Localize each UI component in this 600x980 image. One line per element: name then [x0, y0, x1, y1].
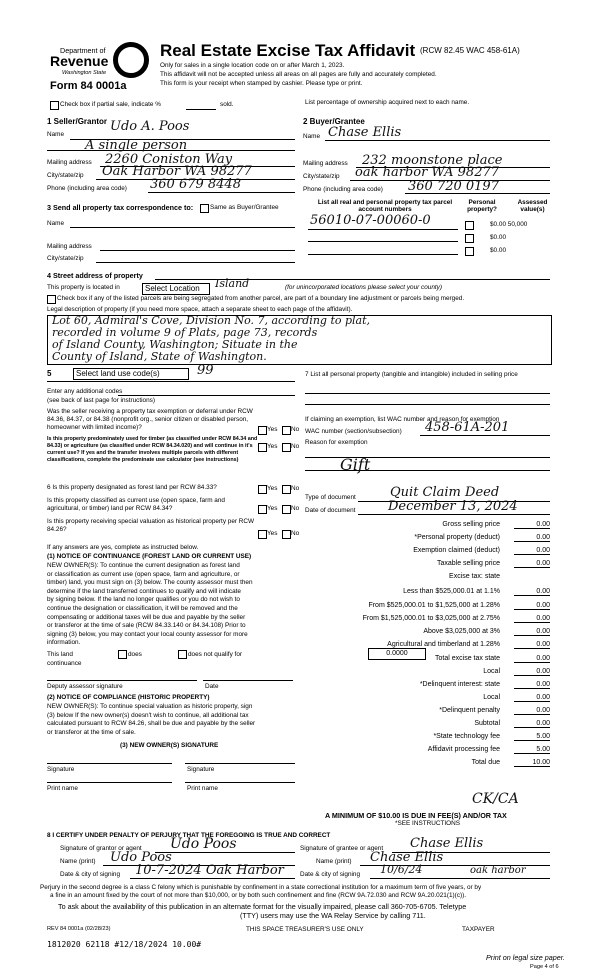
owner-print-name-1: Print name: [47, 785, 78, 792]
grantor-date-label: Date & city of signing: [60, 871, 121, 878]
tax-row-label: From $525,000.01 to $1,525,000 at 1.28%: [368, 602, 500, 609]
tax-row-label: Gross selling price: [442, 521, 500, 528]
current-use-yes-label: Yes: [267, 505, 278, 512]
taxpayer-label: TAXPAYER: [462, 926, 495, 933]
same-as-buyer-label: Same as Buyer/Grantee: [210, 204, 279, 211]
doc-date[interactable]: December 13, 2024: [388, 499, 518, 514]
notice-2: This affidavit will not be accepted unless all areas on all pages are fully and accurately completed.: [160, 71, 437, 78]
partial-sale-label: Check box if partial sale, indicate %: [60, 101, 161, 108]
q2-no-label: No: [291, 443, 300, 450]
seller-name-label: Name: [47, 131, 65, 138]
tax-row-value[interactable]: 0.00: [514, 668, 550, 676]
buyer-city-label: City/state/zip: [303, 173, 340, 180]
doc-date-label: Date of document: [305, 507, 356, 514]
current-use-no-checkbox[interactable]: [282, 505, 291, 514]
reason-label: Reason for exemption: [305, 439, 368, 446]
q2-no-checkbox[interactable]: [282, 443, 291, 452]
tax-row-value[interactable]: 0.00: [514, 547, 550, 555]
tax-row-label: Less than $525,000.01 at 1.1%: [403, 588, 500, 595]
deputy-signature-label: Deputy assessor signature: [47, 683, 123, 690]
certify-heading: 8 I CERTIFY UNDER PENALTY OF PERJURY THAT THE FOREGOING IS TRUE AND CORRECT: [47, 832, 331, 839]
s3-mailing-label: Mailing address: [47, 243, 92, 250]
legal-paper-note: Print on legal size paper.: [486, 953, 565, 962]
doc-type-label: Type of document: [305, 494, 356, 501]
minimum-due-note: A MINIMUM OF $10.00 IS DUE IN FEE(S) AND/OR TAX: [325, 811, 507, 820]
ownership-note: List percentage of ownership acquired next to each name.: [305, 99, 470, 106]
buyer-city[interactable]: oak harbor WA 98277: [355, 165, 500, 180]
q2-yes-label: Yes: [267, 443, 278, 450]
current-use-question: Is this property classified as current use (open space, farm and agricultural, or timber) land per RCW 84.34?: [47, 497, 225, 512]
historic-question: Is this property receiving special valuation as historical property per RCW 84.26?: [47, 518, 255, 533]
section3-heading: 3 Send all property tax correspondence to:: [47, 203, 194, 212]
seller-mailing-label: Mailing address: [47, 159, 92, 166]
tax-row-value[interactable]: 0.00: [514, 720, 550, 728]
grantee-date[interactable]: 10/6/24: [380, 863, 423, 876]
seller-mailing[interactable]: 2260 Coniston Way: [105, 152, 233, 167]
historic-no-checkbox[interactable]: [282, 530, 291, 539]
wac-label: WAC number (section/subsection): [305, 428, 402, 435]
segregated-checkbox[interactable]: [47, 295, 56, 304]
tax-row-value[interactable]: 5.00: [514, 746, 550, 754]
wac-number[interactable]: 458-61A-201: [425, 420, 510, 435]
accessibility-line-1: To ask about the availability of this publication in an alternate format for the visually impaired, please call 360-705-6705. Teletype: [58, 902, 467, 911]
additional-codes-label: Enter any additional codes: [47, 388, 123, 395]
dept-state: Washington State: [62, 70, 107, 76]
forest-yes-checkbox[interactable]: [258, 485, 267, 494]
grantee-date-label: Date & city of signing: [300, 871, 361, 878]
assessed-value-2[interactable]: $0.00: [490, 234, 506, 241]
continuance-label: continuance: [47, 660, 82, 667]
buyer-heading: 2 Buyer/Grantee: [303, 117, 365, 126]
segregated-label: Check box if any of the listed parcels are being segregated from another parcel, are part of a boundary line adjustment or parcels being merged.: [57, 295, 465, 302]
legal-line-1: Lot 60, Admiral's Cove, Division No. 7, according to plat,: [52, 314, 371, 327]
tax-row-value[interactable]: 0.00: [514, 707, 550, 715]
historic-yes-label: Yes: [267, 530, 278, 537]
tax-row-value[interactable]: 0.00: [514, 681, 550, 689]
grantee-print-name[interactable]: Chase Ellis: [370, 850, 444, 865]
location-select[interactable]: Select Location: [142, 283, 210, 295]
does-label: does: [128, 651, 142, 658]
tax-row-value[interactable]: 0.00: [514, 628, 550, 636]
tax-row-label: *Delinquent penalty: [439, 707, 500, 714]
tax-row-label: Subtotal: [474, 720, 500, 727]
tax-row-value[interactable]: 10.00: [514, 759, 550, 767]
grantor-date-city[interactable]: 10-7-2024 Oak Harbor: [135, 863, 284, 878]
dept-label: Department of: [60, 46, 106, 55]
assessed-value-1[interactable]: $0.00 50,000: [490, 221, 528, 228]
buyer-mailing[interactable]: 232 moonstone place: [362, 153, 503, 168]
current-use-yes-checkbox[interactable]: [258, 505, 267, 514]
grantee-city[interactable]: oak harbor: [470, 865, 526, 876]
perjury-line-1: Perjury in the second degree is a class C felony which is punishable by confinement in a state correctional institution for a maximum term of five years, or by: [40, 884, 482, 891]
grantee-signature[interactable]: Chase Ellis: [410, 836, 484, 851]
legal-line-2: recorded in volume 9 of Plats, page 73, records: [52, 326, 318, 339]
notice-3: This form is your receipt when stamped by cashier. Please type or print.: [160, 80, 363, 87]
section7-heading: 7 List all personal property (tangible and intangible) included in selling price: [305, 371, 518, 378]
buyer-name-label: Name: [303, 133, 321, 140]
assessed-col-heading: Assessed value(s): [517, 199, 548, 213]
forest-no-checkbox[interactable]: [282, 485, 291, 494]
page-number: Page 4 of 6: [530, 964, 559, 970]
notice-continuance-text: NEW OWNER(S): To continue the current designation as forest land or classification as current use (open space, farm and agriculture, or timber) land, you must sign on (3) below. The county assessor must then determine if the land transferred continues to qualify and will indicate by signing below. If the land no longer qualifies or you do not wish to continue the designation or classification, it will be removed and the compensating or additional taxes will be due and payable by the seller or transferor at the time of sale (RCW 84.33.140 or 84.34.108) Prior to signing (3) below, you may contact your local county assessor for more information.: [47, 562, 253, 647]
seller-heading: 1 Seller/Grantor: [47, 117, 108, 126]
local-rate-box[interactable]: 0.0000: [368, 648, 426, 660]
land-use-select[interactable]: Select land use code(s): [73, 368, 189, 380]
tax-row-label: Total excise tax state: [435, 655, 500, 662]
same-as-buyer-checkbox[interactable]: [200, 204, 209, 213]
grantee-signature-label: Signature of grantee or agent: [300, 845, 384, 852]
q1-no-checkbox[interactable]: [282, 426, 291, 435]
assessed-value-3[interactable]: $0.00: [490, 247, 506, 254]
legal-line-3: of Island County, Washington; Situate in the: [52, 338, 298, 351]
tax-row-label: *Delinquent interest: state: [419, 681, 500, 688]
personal-col-heading: Personal property?: [467, 199, 497, 213]
personal-checkbox-2[interactable]: [465, 234, 474, 243]
s3-city-label: City/state/zip: [47, 255, 84, 262]
does-not-checkbox[interactable]: [178, 650, 187, 659]
tax-row-label: Taxable selling price: [436, 560, 500, 567]
notice-compliance-text: NEW OWNER(S): To continue special valuation as historic property, sign (3) below If the new owner(s) doesn't wish to continue, all additional tax calculated pursuant to RCW 84.26, shall be due and payable by the seller or transferor at the time of sale.: [47, 703, 256, 736]
historic-no-label: No: [291, 530, 300, 537]
personal-checkbox-3[interactable]: [465, 247, 474, 256]
owner-print-name-2: Print name: [187, 785, 218, 792]
owner-signature-label-1: Signature: [47, 766, 75, 773]
personal-checkbox-1[interactable]: [465, 221, 474, 230]
location-note: (for unincorporated locations please select your county): [285, 284, 443, 291]
location-handwritten: Island: [215, 277, 250, 290]
notice-continuance-heading: (1) NOTICE OF CONTINUANCE (FOREST LAND OR CURRENT USE): [47, 553, 252, 560]
historic-yes-checkbox[interactable]: [258, 530, 267, 539]
tax-row-value[interactable]: 0.00: [514, 588, 550, 596]
rev-number: REV 84 0001a (02/28/23): [47, 926, 111, 932]
tax-row-label: Agricultural and timberland at 1.28%: [387, 641, 500, 648]
located-in-label: This property is located in: [47, 284, 120, 291]
tax-row-value[interactable]: 0.00: [514, 560, 550, 568]
seller-phone-label: Phone (including area code): [47, 185, 127, 192]
legal-label: Legal description of property (if you need more space, attach a separate sheet to each page of the affidavit).: [47, 306, 353, 313]
forest-no-label: No: [291, 485, 300, 492]
partial-sale-checkbox[interactable]: [50, 101, 59, 110]
doc-type[interactable]: Quit Claim Deed: [390, 485, 500, 500]
tax-row-value[interactable]: 0.00: [514, 615, 550, 623]
timber-question: Is this property predominately used for timber (as classified under RCW 84.34 and 84.33) or agriculture (as classified under RCW 84.34.020) and will continue in it's current use? If yes and the transfer involves multiple parcels with different classifications, complete the predominate use calculator (see instructions): [47, 436, 258, 463]
treasurer-note: THIS SPACE TREASURER'S USE ONLY: [246, 926, 364, 933]
tax-row-label: Local: [483, 694, 500, 701]
see-back-label: (see back of last page for instructions): [47, 397, 155, 404]
tax-row-label: From $1,525,000.01 to $3,025,000 at 2.75%: [362, 615, 500, 622]
tax-row-value[interactable]: 0.00: [514, 534, 550, 542]
grantor-signature[interactable]: Udo Poos: [170, 836, 237, 852]
notice-compliance-heading: (2) NOTICE OF COMPLIANCE (HISTORIC PROPERTY): [47, 694, 210, 701]
form-number: Form 84 0001a: [50, 80, 127, 92]
tax-row-label: Affidavit processing fee: [427, 746, 500, 753]
section4-heading: 4 Street address of property: [47, 271, 143, 280]
claim-label: If claiming an exemption, list WAC number and reason for exemption: [305, 416, 500, 423]
q1-yes-checkbox[interactable]: [258, 426, 267, 435]
q1-no-label: No: [291, 426, 300, 433]
notice-1: Only for sales in a single location code on or after March 1, 2023.: [160, 62, 345, 69]
tax-row-value[interactable]: 0.00: [514, 641, 550, 649]
cashier-stamp: 1812020 62118 #12/18/2024 10.00#: [47, 940, 202, 949]
tax-row-label: Total due: [471, 759, 500, 766]
tax-row-label: Above $3,025,000 at 3%: [423, 628, 500, 635]
tax-row-value[interactable]: 0.00: [514, 694, 550, 702]
total-due-handwritten: CK/CA: [472, 791, 519, 807]
buyer-mailing-label: Mailing address: [303, 160, 348, 167]
seller-city[interactable]: Oak Harbor WA 98277: [102, 164, 252, 179]
parcel-col-heading: List all real and personal property tax parcel account numbers: [317, 199, 453, 213]
if-yes-note: If any answers are yes, complete as instructed below.: [47, 544, 199, 551]
accessibility-line-2: (TTY) users may use the WA Relay Service by calling 711.: [240, 911, 426, 920]
grantor-print-name[interactable]: Udo Poos: [110, 850, 172, 865]
grantee-name-label: Name (print): [316, 858, 352, 865]
parcel-number[interactable]: 56010-07-00060-0: [310, 213, 431, 228]
buyer-phone[interactable]: 360 720 0197: [408, 179, 499, 194]
tax-row-label: Local: [483, 668, 500, 675]
owner-signature-label-2: Signature: [187, 766, 215, 773]
does-not-label: does not qualify for: [188, 651, 242, 658]
exemption-reason[interactable]: Gift: [340, 455, 371, 474]
see-instructions: *SEE INSTRUCTIONS: [395, 820, 460, 827]
tax-row-label: Excise tax: state: [449, 573, 500, 580]
tax-row-label: *Personal property (deduct): [414, 534, 500, 541]
tax-row-label: Exemption claimed (deduct): [413, 547, 500, 554]
new-owner-signature-heading: (3) NEW OWNER(S) SIGNATURE: [120, 742, 219, 749]
seller-city-label: City/state/zip: [47, 172, 84, 179]
grantor-name-label: Name (print): [60, 858, 96, 865]
buyer-name[interactable]: Chase Ellis: [328, 125, 402, 140]
section6-heading: 6 Is this property designated as forest land per RCW 84.33?: [47, 484, 217, 491]
tax-row-value[interactable]: 0.00: [514, 655, 550, 663]
q1-yes-label: Yes: [267, 426, 278, 433]
current-use-no-label: No: [291, 505, 300, 512]
this-land-label: This land: [47, 651, 73, 658]
deputy-date-label: Date: [205, 683, 219, 690]
revenue-logo-icon: [113, 42, 149, 78]
land-use-code: 99: [197, 363, 214, 378]
q2-yes-checkbox[interactable]: [258, 443, 267, 452]
perjury-line-2: a fine in an amount fixed by the court of not more than $10,000, or by both such confinement and fine (RCW 9A.72.030 and RCW 9A.20.021(1)(c)).: [50, 892, 466, 899]
tax-row-value[interactable]: 0.00: [514, 521, 550, 529]
form-title: Real Estate Excise Tax Affidavit: [160, 41, 416, 60]
grantor-signature-label: Signature of grantor or agent: [60, 845, 142, 852]
legal-line-4: County of Island, State of Washington.: [52, 350, 267, 363]
section5-number: 5: [47, 369, 52, 378]
dept-revenue: Revenue: [50, 53, 109, 69]
sold-label: sold.: [220, 101, 234, 108]
s3-name-label: Name: [47, 220, 65, 227]
tax-row-value[interactable]: 0.00: [514, 602, 550, 610]
form-statute: (RCW 82.45 WAC 458-61A): [420, 46, 520, 55]
seller-name-2[interactable]: A single person: [85, 138, 188, 153]
exemption-question: Was the seller receiving a property tax exemption or deferral under RCW 84.36, 84.37, or 84.38 (nonprofit org., senior citizen or disabled person, homeowner with limited income)?: [47, 408, 253, 431]
seller-name[interactable]: Udo A. Poos: [110, 119, 190, 134]
forest-yes-label: Yes: [267, 485, 278, 492]
buyer-phone-label: Phone (including area code): [303, 186, 383, 193]
tax-row-label: *State technology fee: [433, 733, 500, 740]
seller-phone[interactable]: 360 679 8448: [150, 177, 241, 192]
tax-row-value[interactable]: 5.00: [514, 733, 550, 741]
does-checkbox[interactable]: [118, 650, 127, 659]
